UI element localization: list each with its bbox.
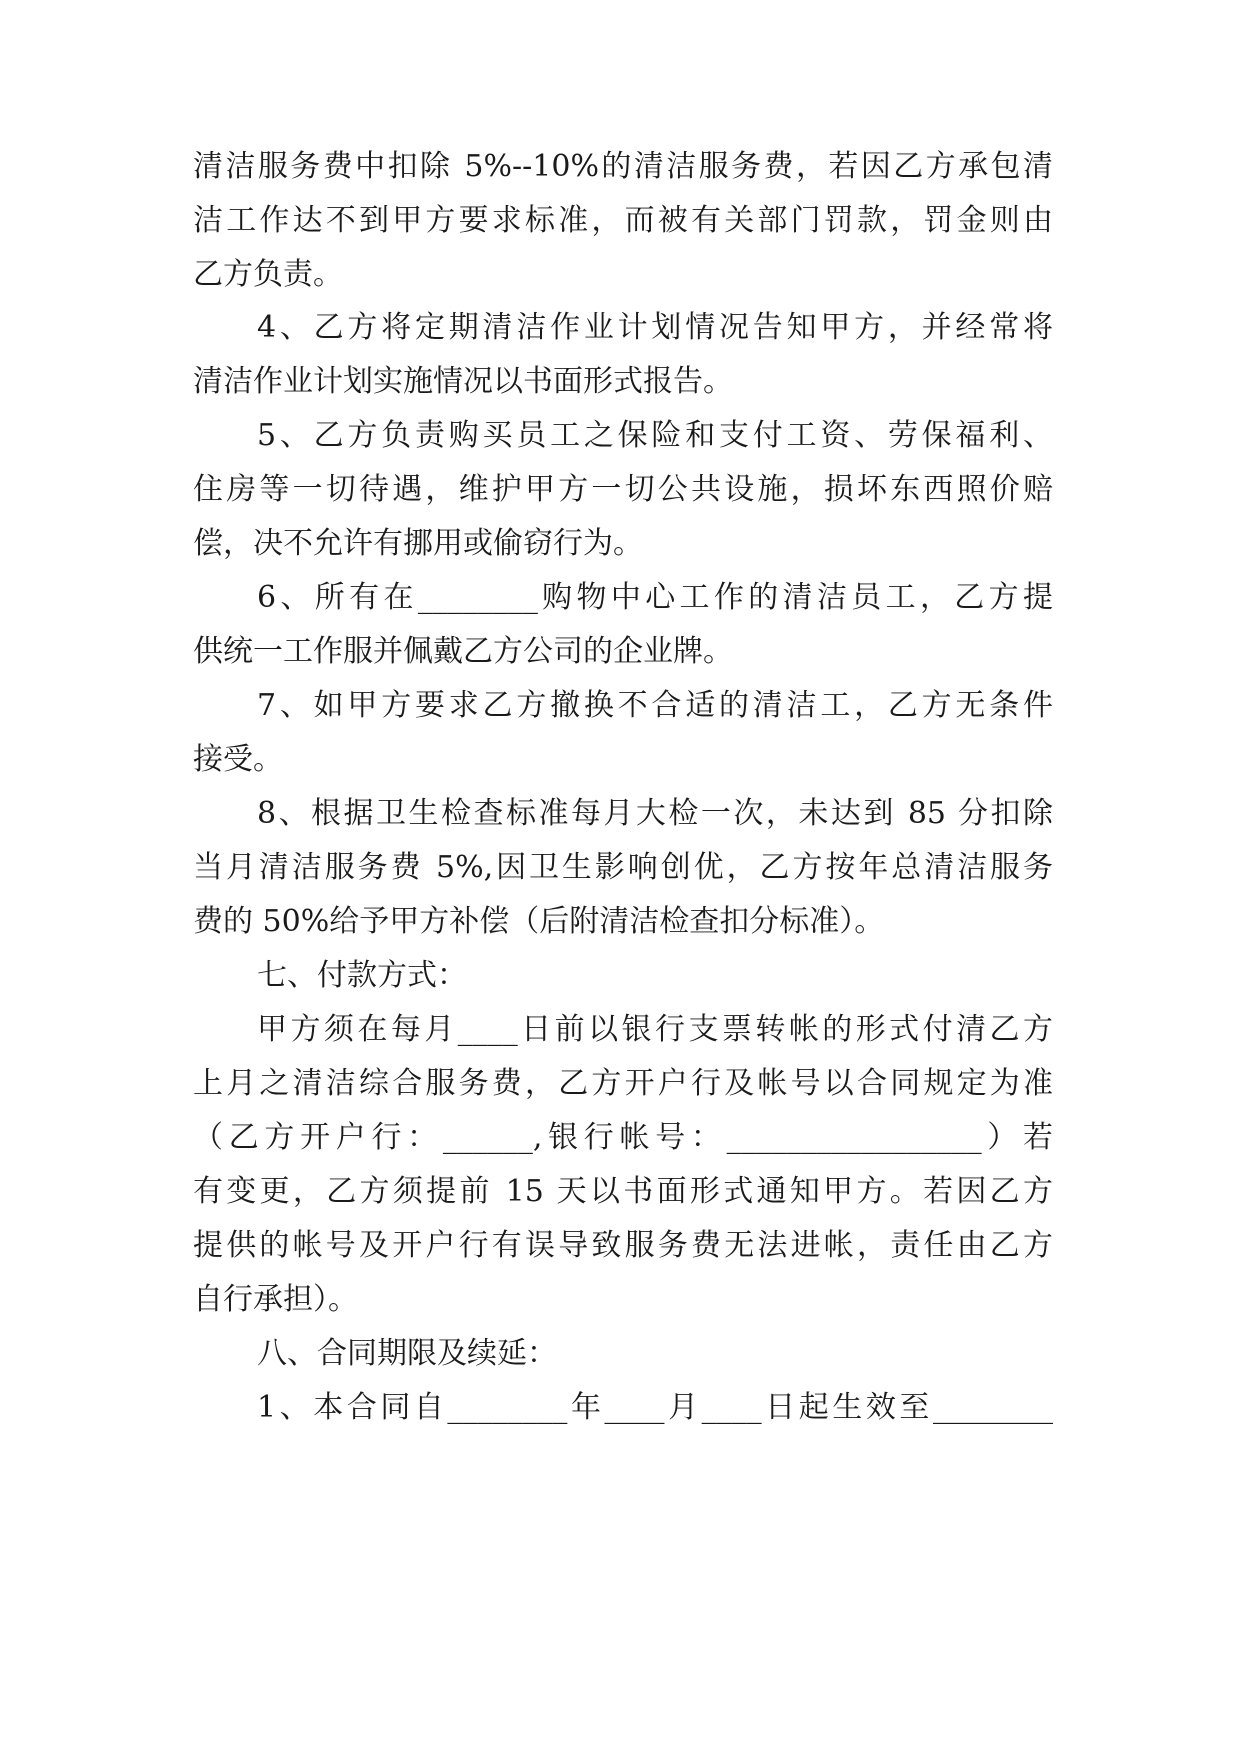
text-line-2: 洁工作达不到甲方要求标准，而被有关部门罚款，罚金则由 — [193, 203, 1053, 238]
text-line-10: 供统一工作服并佩戴乙方公司的企业牌。 — [193, 634, 733, 669]
text-line-22: 自行承担）。 — [193, 1282, 358, 1317]
text-line-4: 4、乙方将定期清洁作业计划情况告知甲方，并经常将 — [257, 310, 1053, 345]
text-line-5: 清洁作业计划实施情况以书面形式报告。 — [193, 364, 733, 399]
text-line-13: 8、根据卫生检查标准每月大检一次，未达到 85 分扣除 — [257, 796, 1053, 831]
text-line-19: （乙方开户行：______,银行帐号：_________________）若 — [193, 1120, 1053, 1155]
text-line-24: 1、本合同自________年____月____日起生效至________ — [257, 1390, 1053, 1425]
text-line-7: 住房等一切待遇，维护甲方一切公共设施，损坏东西照价赔 — [193, 472, 1053, 507]
section-heading-term: 八、合同期限及续延： — [257, 1336, 557, 1371]
section-heading-payment: 七、付款方式： — [257, 958, 467, 993]
text-line-12: 接受。 — [193, 742, 283, 777]
text-line-20: 有变更，乙方须提前 15 天以书面形式通知甲方。若因乙方 — [193, 1174, 1053, 1209]
text-line-1: 清洁服务费中扣除 5%--10%的清洁服务费，若因乙方承包清 — [193, 149, 1053, 184]
text-line-18: 上月之清洁综合服务费，乙方开户行及帐号以合同规定为准 — [193, 1066, 1053, 1101]
text-line-3: 乙方负责。 — [193, 257, 343, 292]
text-line-15: 费的 50%给予甲方补偿（后附清洁检查扣分标准）。 — [193, 904, 885, 939]
text-line-21: 提供的帐号及开户行有误导致服务费无法进帐，责任由乙方 — [193, 1228, 1053, 1263]
text-line-14: 当月清洁服务费 5%,因卫生影响创优，乙方按年总清洁服务 — [193, 850, 1053, 885]
text-line-9: 6、所有在________购物中心工作的清洁员工，乙方提 — [257, 580, 1053, 615]
text-line-17: 甲方须在每月____日前以银行支票转帐的形式付清乙方 — [257, 1012, 1053, 1047]
text-line-8: 偿，决不允许有挪用或偷窃行为。 — [193, 526, 643, 561]
text-line-6: 5、乙方负责购买员工之保险和支付工资、劳保福利、 — [257, 418, 1053, 453]
text-line-11: 7、如甲方要求乙方撤换不合适的清洁工，乙方无条件 — [257, 688, 1053, 723]
